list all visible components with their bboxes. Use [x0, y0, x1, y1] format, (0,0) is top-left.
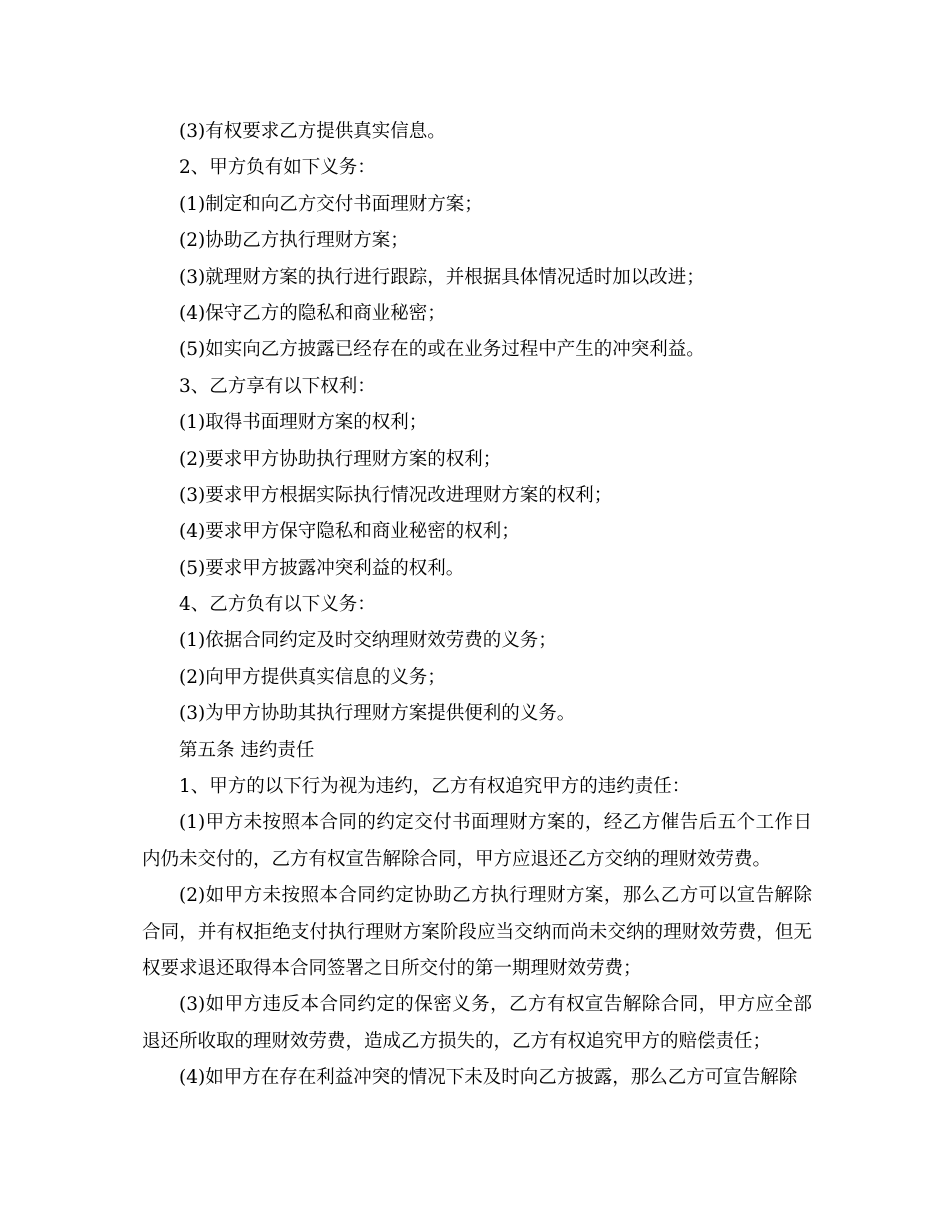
breach-paragraph-1: (1)甲方未按照本合同的约定交付书面理财方案的，经乙方催告后五个工作日内仍未交付的，乙方有权宣告解除合同，甲方应退还乙方交纳的理财效劳费。 [142, 812, 812, 870]
clause-3-5: (5)要求甲方披露冲突利益的权利。 [179, 557, 465, 579]
section-2-heading: 2、甲方负有如下义务： [179, 157, 376, 179]
clause-4-2: (2)向甲方提供真实信息的义务； [179, 666, 446, 688]
document-body [142, 114, 812, 1097]
section-5-1-heading: 1、甲方的以下行为视为违约，乙方有权追究甲方的违约责任： [179, 776, 691, 798]
clause-4-3: (3)为甲方协助其执行理财方案提供便利的义务。 [179, 703, 576, 725]
clause-3-4: (4)要求甲方保守隐私和商业秘密的权利； [179, 521, 520, 543]
clause-2-2: (2)协助乙方执行理财方案； [179, 230, 409, 252]
clause-3-1: (1)取得书面理财方案的权利； [179, 412, 428, 434]
clause-2-3: (3)就理财方案的执行进行跟踪，并根据具体情况适时加以改进； [179, 266, 705, 288]
clause-3-3: (3)要求甲方根据实际执行情况改进理财方案的权利； [179, 484, 613, 506]
article-5-heading: 第五条 违约责任 [179, 739, 315, 761]
clause-3-2: (2)要求甲方协助执行理财方案的权利； [179, 448, 502, 470]
section-4-heading: 4、乙方负有以下义务： [179, 594, 376, 616]
clause-4-1: (1)依据合同约定及时交纳理财效劳费的义务； [179, 630, 557, 652]
section-3-heading: 3、乙方享有以下权利： [179, 375, 376, 397]
clause-2-4: (4)保守乙方的隐私和商业秘密； [179, 302, 446, 324]
clause-a-3: (3)有权要求乙方提供真实信息。 [179, 121, 446, 142]
clause-2-1: (1)制定和向乙方交付书面理财方案； [179, 193, 483, 215]
breach-paragraph-4: (4)如甲方在存在利益冲突的情况下未及时向乙方披露，那么乙方可宣告解除 [179, 1067, 798, 1089]
clause-2-5: (5)如实向乙方披露已经存在的或在业务过程中产生的冲突利益。 [179, 339, 705, 361]
breach-paragraph-3: (3)如甲方违反本合同约定的保密义务，乙方有权宣告解除合同，甲方应全部退还所收取的理财效劳费，造成乙方损失的，乙方有权追究甲方的赔偿责任； [142, 994, 812, 1052]
breach-paragraph-2: (2)如甲方未按照本合同约定协助乙方执行理财方案，那么乙方可以宣告解除合同，并有权拒绝支付执行理财方案阶段应当交纳而尚未交纳的理财效劳费，但无权要求退还取得本合同签署之日所交付的第一期理财效劳费； [142, 885, 812, 980]
